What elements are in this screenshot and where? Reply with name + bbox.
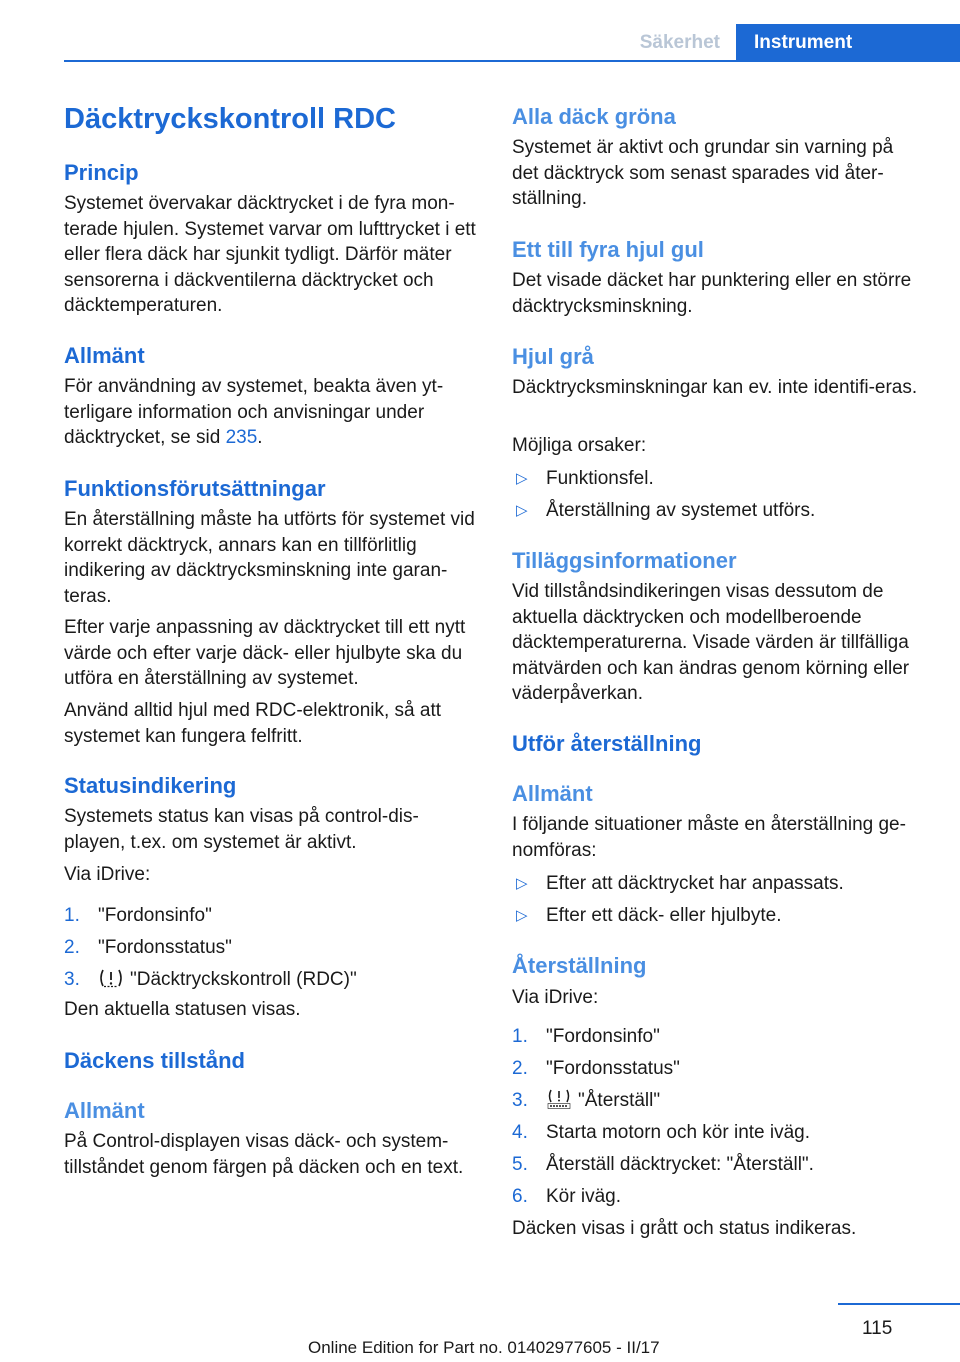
text-gron: Systemet är aktivt och grundar sin varning på det däcktryck som senast sparades vid åter-ställning. xyxy=(512,137,894,209)
text-status-shown: Den aktuella statusen visas. xyxy=(64,999,301,1020)
heading-princip: Princip xyxy=(64,160,139,185)
subheading-allmant-reset: Allmänt xyxy=(512,781,593,806)
step-text: Återställ däcktrycket: "Återställ". xyxy=(546,1154,814,1175)
tab-instrument[interactable]: Instrument xyxy=(736,24,960,62)
step-text: "Fordonsinfo" xyxy=(98,905,212,926)
text-reset-situations: I följande situationer måste en återställning ge-nomföras: xyxy=(512,814,906,861)
step-number: 1. xyxy=(64,905,80,926)
triangle-right-icon: ▷ xyxy=(516,907,528,924)
triangle-right-icon: ▷ xyxy=(516,875,528,892)
tire-pressure-reset-icon xyxy=(546,1089,572,1109)
heading-tillagg: Tilläggsinformationer xyxy=(512,548,737,573)
step-number: 5. xyxy=(512,1154,528,1175)
step-text: "Fordonsstatus" xyxy=(546,1058,680,1079)
heading-gul: Ett till fyra hjul gul xyxy=(512,237,704,262)
step-number: 3. xyxy=(64,969,80,990)
text-gul: Det visade däcket har punktering eller en större däcktrycksminskning. xyxy=(512,270,912,317)
step-number: 6. xyxy=(512,1186,528,1207)
tab-sakerhet[interactable]: Säkerhet xyxy=(639,32,720,53)
step-text: Kör iväg. xyxy=(546,1186,621,1207)
page-reference-link[interactable]: 235 xyxy=(225,427,258,448)
text-via-idrive-reset: Via iDrive: xyxy=(512,987,599,1008)
text-funktion-2: Efter varje anpassning av däcktrycket till ett nytt värde och efter varje däck- eller hjulbyte ska du utföra en återställning av systemet. xyxy=(64,617,466,689)
step-text: "Däcktryckskontroll (RDC)" xyxy=(130,969,357,990)
step-text: "Fordonsstatus" xyxy=(98,937,232,958)
step-text: "Fordonsinfo" xyxy=(546,1026,660,1047)
text-status-1: Systemets status kan visas på control-dis-playen, t.ex. om systemet är aktivt. xyxy=(64,806,419,853)
text-via-idrive: Via iDrive: xyxy=(64,864,151,885)
text-gra: Däcktrycksminskningar kan ev. inte identifi-eras. xyxy=(512,377,918,398)
tire-pressure-warning-icon xyxy=(98,968,124,988)
step-number: 2. xyxy=(512,1058,528,1079)
triangle-right-icon: ▷ xyxy=(516,502,528,519)
subheading-allmant: Allmänt xyxy=(64,1098,145,1123)
text-tillagg: Vid tillståndsindikeringen visas dessutom de aktuella däcktrycken och modellberoende däcktemperaturerna. Visade värden är tillfälliga mätvärden och kan ändras genom körning eller väderpåverkan. xyxy=(512,581,910,704)
text-causes-label: Möjliga orsaker: xyxy=(512,435,647,456)
heading-utfor: Utför återställning xyxy=(512,731,702,756)
step-number: 3. xyxy=(512,1090,528,1111)
page-number: 115 xyxy=(862,1318,893,1339)
text-funktion-3: Använd alltid hjul med RDC-elektronik, så att systemet kan fungera felfritt. xyxy=(64,700,442,747)
heading-funktion: Funktionsförutsättningar xyxy=(64,476,326,501)
text-tillstand: På Control-displayen visas däck- och system-tillståndet genom färgen på däcken och en text. xyxy=(64,1131,464,1178)
heading-allmant: Allmänt xyxy=(64,343,145,368)
step-number: 2. xyxy=(64,937,80,958)
heading-aterstallning: Återställning xyxy=(512,953,647,978)
heading-gron: Alla däck gröna xyxy=(512,104,676,129)
page-title: Däcktryckskontroll RDC xyxy=(64,103,396,135)
step-number: 1. xyxy=(512,1026,528,1047)
header-rule xyxy=(64,60,960,62)
heading-status: Statusindikering xyxy=(64,773,237,798)
heading-gra: Hjul grå xyxy=(512,344,594,369)
footer-rule xyxy=(838,1303,960,1305)
heading-tillstand: Däckens tillstånd xyxy=(64,1048,245,1073)
text-allmant: För användning av systemet, beakta även yt-terligare information och anvisningar under däcktrycket, se sid 235. xyxy=(64,376,444,448)
step-text: "Återställ" xyxy=(578,1090,661,1111)
edition-footer: Online Edition for Part no. 01402977605 - II/17 xyxy=(308,1338,660,1357)
text-funktion-1: En återställning måste ha utförts för systemet vid korrekt däcktryck, annars kan en tillförlitlig indikering av däcktrycksminskning inte garan-teras. xyxy=(64,509,475,607)
step-number: 4. xyxy=(512,1122,528,1143)
triangle-right-icon: ▷ xyxy=(516,470,528,487)
text-princip: Systemet övervakar däcktrycket i de fyra mon-terade hjulen. Systemet varvar om lufttrycket i ett eller flera däck har sjunkit tydligt. Därför mäter sensorerna i däckventilerna däcktrycket och däcktemperaturen. xyxy=(64,193,476,316)
step-text: Starta motorn och kör inte iväg. xyxy=(546,1122,811,1143)
text-closing: Däcken visas i grått och status indikeras. xyxy=(512,1218,857,1239)
